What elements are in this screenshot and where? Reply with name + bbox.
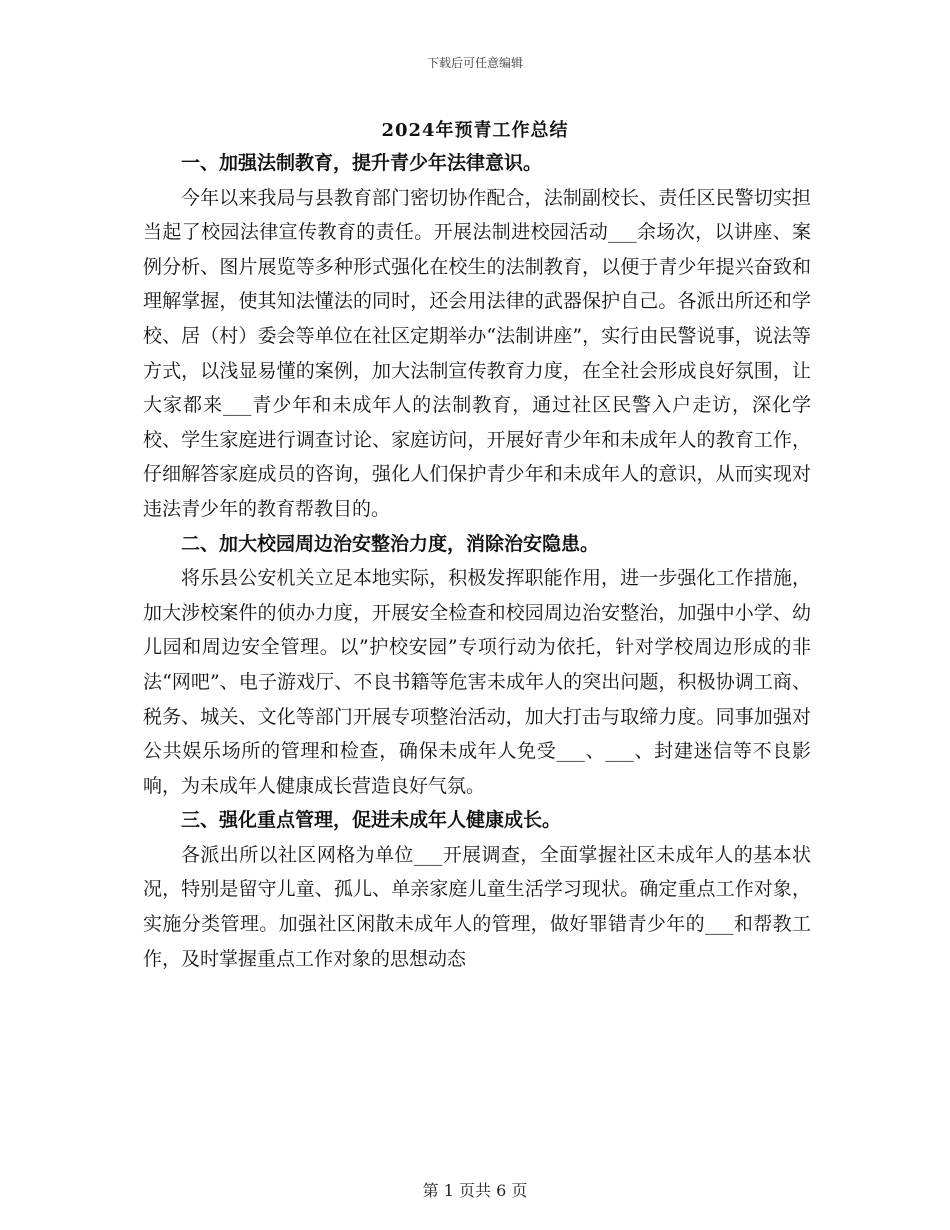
page-footer: 第 1 页共 6 页 bbox=[422, 1181, 528, 1200]
header-note: 下载后可任意编辑 bbox=[426, 56, 523, 70]
document-body bbox=[143, 146, 811, 976]
section-paragraph-2: 将乐县公安机关立足本地实际，积极发挥职能作用，进一步强化工作措施，加大涉校案件的侦办力度，开展安全检查和校园周边治安整治，加强中小学、幼儿园和周边安全管理。以”护校安园”专项行动为依托，针对学校周边形成的非法“网吧”、电子游戏厅、不良书籍等危害未成年人的突出问题，积极协调工商、税务、城关、文化等部门开展专项整治活动，加大打击与取缔力度。同事加强对公共娱乐场所的管理和检查，确保未成年人免受___、___、封建迷信等不良影响，为未成年人健康成长营造良好气氛。 bbox=[143, 567, 811, 797]
document-title: 2024年预青工作总结 bbox=[381, 120, 569, 141]
section-heading-3: 三、强化重点管理，促进未成年人健康成长。 bbox=[181, 809, 562, 832]
section-heading-1: 一、加强法制教育，提升青少年法律意识。 bbox=[181, 152, 543, 174]
section-heading-2: 二、加大校园周边治安整治力度，消除治安隐患。 bbox=[181, 532, 600, 555]
section-paragraph-1: 今年以来我局与县教育部门密切协作配合，法制副校长、责任区民警切实担当起了校园法律宣传教育的责任。开展法制进校园活动___余场次，以讲座、案例分析、图片展览等多种形式强化在校生的法制教育，以便于青少年提兴奋致和理解掌握，使其知法懂法的同时，还会用法律的武器保护自己。各派出所还和学校、居（村）委会等单位在社区定期举办“法制讲座”，实行由民警说事，说法等方式，以浅显易懂的案例，加大法制宣传教育力度，在全社会形成良好氛围，让大家都来___青少年和未成年人的法制教育，通过社区民警入户走访，深化学校、学生家庭进行调查讨论、家庭访问，开展好青少年和未成年人的教育工作，仔细解答家庭成员的咨询，强化人们保护青少年和未成年人的意识，从而实现对违法青少年的教育帮教目的。 bbox=[143, 186, 811, 520]
section-paragraph-3: 各派出所以社区网格为单位___开展调查，全面掌握社区未成年人的基本状况，特别是留守儿童、孤儿、单亲家庭儿童生活学习现状。确定重点工作对象，实施分类管理。加强社区闲散未成年人的管理，做好罪错青少年的___和帮教工作，及时掌握重点工作对象的思想动态 bbox=[143, 843, 811, 970]
